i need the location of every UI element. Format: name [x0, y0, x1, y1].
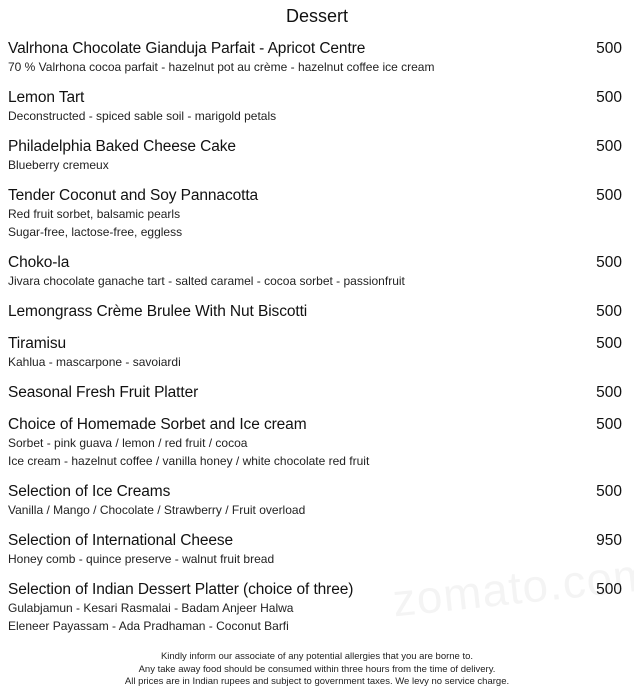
- menu-item-description: Sugar-free, lactose-free, eggless: [8, 225, 183, 239]
- menu-item-price: 500: [596, 483, 622, 500]
- menu-item-name: Selection of International Cheese: [8, 532, 234, 549]
- menu-item: [8, 138, 622, 174]
- menu-item: [8, 187, 622, 241]
- menu-item-description: Vanilla / Mango / Chocolate / Strawberry / Fruit overload: [8, 503, 306, 517]
- menu-item-price: 500: [596, 581, 622, 598]
- menu-item-price: 500: [596, 384, 622, 401]
- menu-item-price: 500: [596, 303, 622, 320]
- menu-item: [8, 532, 622, 568]
- menu-item-price: 500: [596, 40, 622, 57]
- menu-item-name: Philadelphia Baked Cheese Cake: [8, 138, 236, 155]
- menu-item-description: Jivara chocolate ganache tart - salted caramel - cocoa sorbet - passionfruit: [8, 274, 405, 288]
- footer-line: All prices are in Indian rupees and subject to government taxes. We levy no service charge.: [124, 676, 510, 687]
- menu-item-price: 500: [596, 89, 622, 106]
- menu-item-price: 950: [596, 532, 622, 549]
- menu-item-description: Deconstructed - spiced sable soil - marigold petals: [8, 109, 277, 123]
- menu-item-name: Choko-la: [8, 254, 70, 271]
- menu-item-name: Choice of Homemade Sorbet and Ice cream: [8, 416, 307, 433]
- menu-item-price: 500: [596, 187, 622, 204]
- footer-line: Kindly inform our associate of any potential allergies that you are borne to.: [160, 651, 474, 662]
- menu-item-description: Kahlua - mascarpone - savoiardi: [8, 355, 181, 369]
- menu-item: [8, 40, 622, 76]
- menu-item: [8, 384, 622, 402]
- menu-item-name: Lemongrass Crème Brulee With Nut Biscotti: [8, 303, 308, 320]
- menu-item-price: 500: [596, 416, 622, 433]
- menu-item-name: Seasonal Fresh Fruit Platter: [8, 384, 199, 401]
- menu-item-price: 500: [596, 254, 622, 271]
- menu-item-name: Selection of Ice Creams: [8, 483, 171, 500]
- menu-item-name: Tender Coconut and Soy Pannacotta: [8, 187, 259, 204]
- menu-item: [8, 335, 622, 371]
- menu-item-name: Lemon Tart: [8, 89, 85, 106]
- menu-item-description: 70 % Valrhona cocoa parfait - hazelnut pot au crème - hazelnut coffee ice cream: [8, 60, 435, 74]
- menu-item-name: Selection of Indian Dessert Platter (choice of three): [8, 581, 354, 598]
- menu-item-description: Sorbet - pink guava / lemon / red fruit / cocoa: [8, 436, 248, 450]
- menu-item-description: Gulabjamun - Kesari Rasmalai - Badam Anjeer Halwa: [8, 601, 294, 615]
- menu-item-price: 500: [596, 335, 622, 352]
- menu-item: [8, 254, 622, 290]
- page-title: Dessert: [285, 6, 348, 26]
- menu-item: [8, 581, 622, 635]
- menu-item-description: Red fruit sorbet, balsamic pearls: [8, 207, 181, 221]
- footer-notes: [0, 651, 634, 689]
- menu-item-name: Valrhona Chocolate Gianduja Parfait - Apricot Centre: [8, 40, 366, 57]
- menu-item-description: Eleneer Payassam - Ada Pradhaman - Coconut Barfi: [8, 619, 289, 633]
- footer-line: Any take away food should be consumed within three hours from the time of delivery.: [138, 663, 496, 675]
- menu-item: [8, 89, 622, 125]
- menu-item-description: Honey comb - quince preserve - walnut fruit bread: [8, 552, 275, 566]
- menu-item: [8, 303, 622, 321]
- menu-item-price: 500: [596, 138, 622, 155]
- menu-item-name: Tiramisu: [8, 335, 67, 352]
- menu-item: [8, 416, 622, 470]
- menu-item-description: Blueberry cremeux: [8, 158, 109, 172]
- menu-item-description: Ice cream - hazelnut coffee / vanilla honey / white chocolate red fruit: [8, 454, 370, 468]
- menu-item: [8, 483, 622, 519]
